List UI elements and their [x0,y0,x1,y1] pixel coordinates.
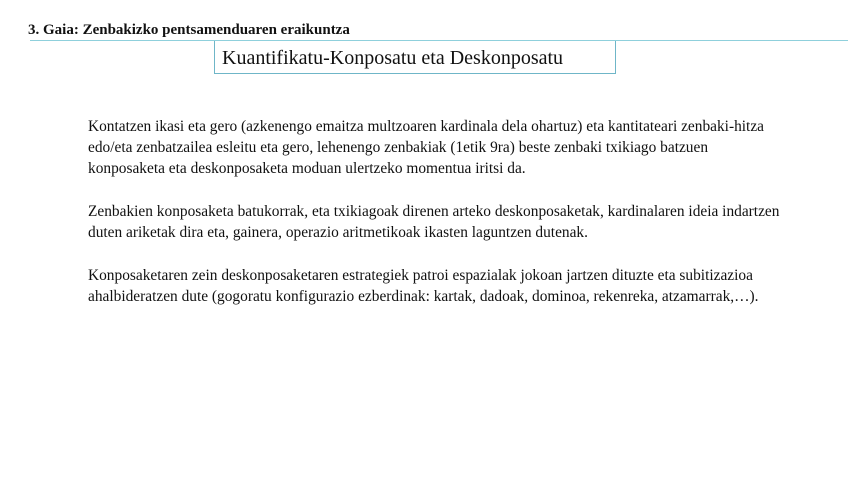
slide-body [88,116,788,329]
slide-title: Kuantifikatu-Konposatu eta Deskonposatu [214,41,616,74]
paragraph-3: Konposaketaren zein deskonposaketaren estrategiek patroi espazialak jokoan jartzen dituzte eta subitizazioa ahalbideratzen dute (gogoratu konfigurazio ezberdinak: kartak, dadoak, dominoa, rekenreka, atzamarrak,…). [88,267,759,306]
paragraph-1: Kontatzen ikasi eta gero (azkenengo emaitza multzoaren kardinala dela ohartuz) eta kantitateari zenbaki-hitza edo/eta zenbatzailea esleitu eta gero, lehenengo zenbakiak (1etik 9ra) beste zenbaki txikiago batzuen konposaketa eta deskonposaketa moduan ulertzeko momentua iritsi da. [88,118,764,178]
paragraph-2: Zenbakien konposaketa batukorrak, eta txikiagoak direnen arteko deskonposaketak, kardinalaren ideia indartzen duten ariketak dira eta, gainera, operazio aritmetikoak ikasten laguntzen dutenak. [88,203,780,242]
section-header: 3. Gaia: Zenbakizko pentsamenduaren eraikuntza [28,22,350,38]
